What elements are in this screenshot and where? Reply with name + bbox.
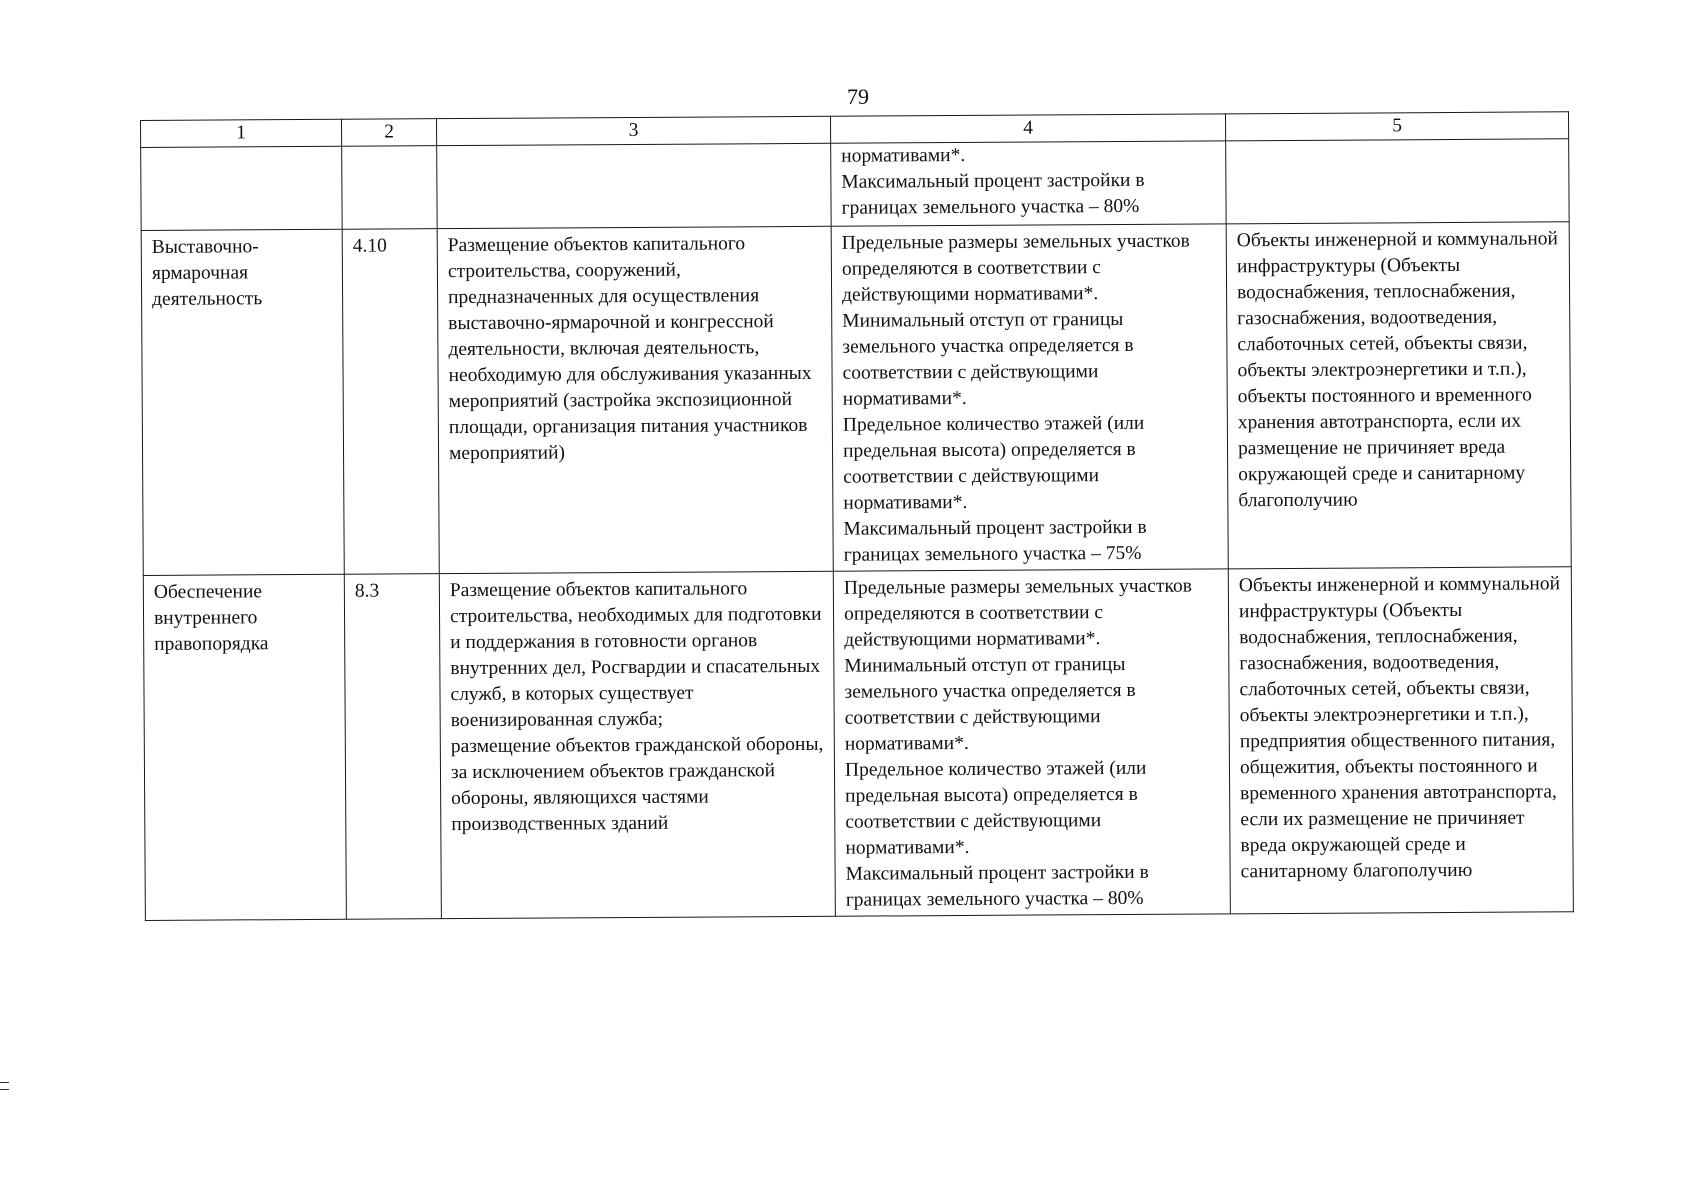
cont-cell-1 [141, 146, 343, 230]
cont-cell-2 [342, 146, 438, 230]
cont-cell-parameters: нормативами*. Максимальный процент застройки в границах земельного участка – 80% [831, 141, 1226, 226]
parameters-cell: Предельные размеры земельных участков определяются в соответствии с действующими нормативами*. Минимальный отступ от границы земельного участка определяется в соответствии с действующими нормативами*. Предельное количество этажей (или предельная высота) определяется в соответствии с действующими нормативами*. Максимальный процент застройки в границах земельного участка – 80% [833, 569, 1230, 916]
use-code-cell: 8.3 [344, 574, 441, 920]
header-col-5: 5 [1225, 112, 1568, 141]
header-col-2: 2 [341, 119, 436, 147]
use-name-cell: Обеспечение внутреннего правопорядка [143, 574, 346, 920]
cont-cell-5 [1226, 139, 1570, 224]
use-description-cell: Размещение объектов капитального строительства, сооружений, предназначенных для осуществления выставочно-ярмарочной и конгрессной деятельности, включая деятельность, необходимую для обслуживания указанных мероприятий (застройка экспозиционной площади, организация питания участников мероприятий) [437, 226, 833, 573]
scan-edge-mark [0, 1082, 9, 1090]
parameters-cell: Предельные размеры земельных участков определяются в соответствии с действующими нормативами*. Минимальный отступ от границы земельного участка определяется в соответствии с действующими нормативами*. Предельное количество этажей (или предельная высота) определяется в соответствии с действующими нормативами*. Максимальный процент застройки в границах земельного участка – 75% [831, 224, 1228, 571]
use-name-cell: Выставочно- ярмарочная деятельность [141, 229, 344, 575]
header-col-3: 3 [436, 116, 830, 145]
cont-cell-3 [437, 143, 831, 228]
use-description-cell: Размещение объектов капитального строительства, необходимых для подготовки и поддержания в готовности органов внутренних дел, Росгвардии и спасательных служб, в которых существует военизированная служба; размещение объектов гражданской обороны, за исключением объектов гражданской обороны, являющихся частями производственных зданий [439, 571, 835, 918]
auxiliary-uses-cell: Объекты инженерной и коммунальной инфраструктуры (Объекты водоснабжения, теплоснабжения, газоснабжения, водоотведения, слаботочных сетей, объекты связи, объекты электроэнергетики и т.п.), объекты постоянного и временного хранения автотранспорта, если их размещение не причиняет вреда окружающей среде и санитарному благополучию [1226, 222, 1571, 569]
land-use-table [140, 111, 1574, 921]
table-row [141, 222, 1571, 576]
table-row [143, 567, 1573, 921]
auxiliary-uses-cell: Объекты инженерной и коммунальной инфраструктуры (Объекты водоснабжения, теплоснабжения, газоснабжения, водоотведения, слаботочных сетей, объекты связи, объекты электроэнергетики и т.п.), предприятия общественного питания, общежития, объекты постоянного и временного хранения автотранспорта, если их размещение не причиняет вреда окружающей среде и санитарному благополучию [1228, 567, 1573, 914]
header-col-4: 4 [830, 114, 1225, 143]
continuation-row [141, 139, 1569, 231]
header-col-1: 1 [141, 119, 342, 147]
page-number: 79 [847, 84, 869, 109]
use-code-cell: 4.10 [342, 229, 439, 575]
